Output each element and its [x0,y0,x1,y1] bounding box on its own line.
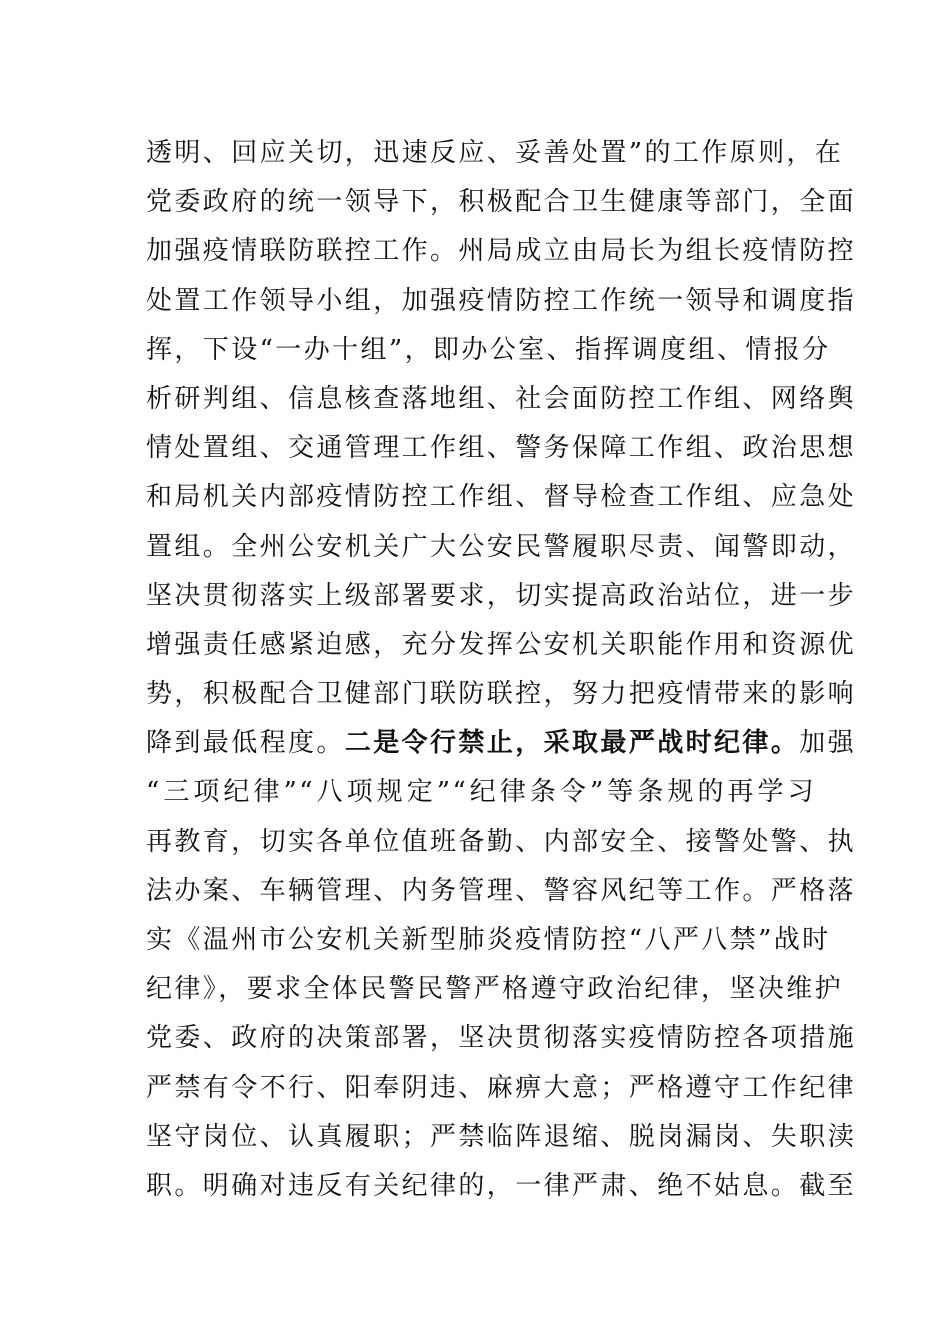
text-line: 实《温州市公安机关新型肺炎疫情防控“八严八禁”战时 [146,925,831,955]
text-run: 降到最低程度。 [146,728,345,759]
text-line: 和局机关内部疫情防控工作组、督导检查工作组、应急处 [146,482,857,513]
text-line: 透明、回应关切，迅速反应、妥善处置”的工作原则，在 [146,138,844,168]
text-line: 坚决贯彻落实上级部署要求，切实提高政治站位，进一步 [146,580,857,611]
text-line: 增强责任感紧迫感，充分发挥公安机关职能作用和资源优 [146,629,857,660]
text-line: 严禁有令不行、阳奉阴违、麻痹大意；严格遵守工作纪律 [146,1072,857,1103]
text-line: 挥，下设“一办十组”，即办公室、指挥调度组、情报分 [146,334,831,365]
text-line: 法办案、车辆管理、内务管理、警容风纪等工作。严格落 [146,875,857,906]
text-line: 党委政府的统一领导下，积极配合卫生健康等部门，全面 [146,187,857,218]
text-line: 置组。全州公安机关广大公安民警履职尽责、闻警即动， [146,531,857,562]
text-run: 加强 [799,728,857,759]
text-line: “三项纪律”“八项规定”“纪律条令”等条规的再学习 [146,777,816,808]
bold-subheading: 二是令行禁止，采取最严战时纪律。 [344,728,800,759]
text-line: 纪律》，要求全体民警民警严格遵守政治纪律，坚决维护 [146,974,844,1005]
text-line-with-heading [146,719,857,768]
text-line: 加强疫情联防联控工作。州局成立由局长为组长疫情防控 [146,236,857,267]
text-line: 再教育，切实各单位值班备勤、内部安全、接警处警、执 [146,826,857,857]
text-line: 党委、政府的决策部署，坚决贯彻落实疫情防控各项措施 [146,1023,857,1054]
text-line: 职。明确对违反有关纪律的，一律严肃、绝不姑息。截至 [146,1170,857,1201]
text-line: 情处置组、交通管理工作组、警务保障工作组、政治思想 [146,433,857,464]
text-line: 势，积极配合卫健部门联防联控，努力把疫情带来的影响 [146,679,857,710]
text-line: 坚守岗位、认真履职；严禁临阵退缩、脱岗漏岗、失职渎 [146,1121,857,1152]
text-line: 析研判组、信息核查落地组、社会面防控工作组、网络舆 [146,383,857,414]
body-text [146,129,857,1211]
text-line: 处置工作领导小组，加强疫情防控工作统一领导和调度指 [146,285,857,316]
